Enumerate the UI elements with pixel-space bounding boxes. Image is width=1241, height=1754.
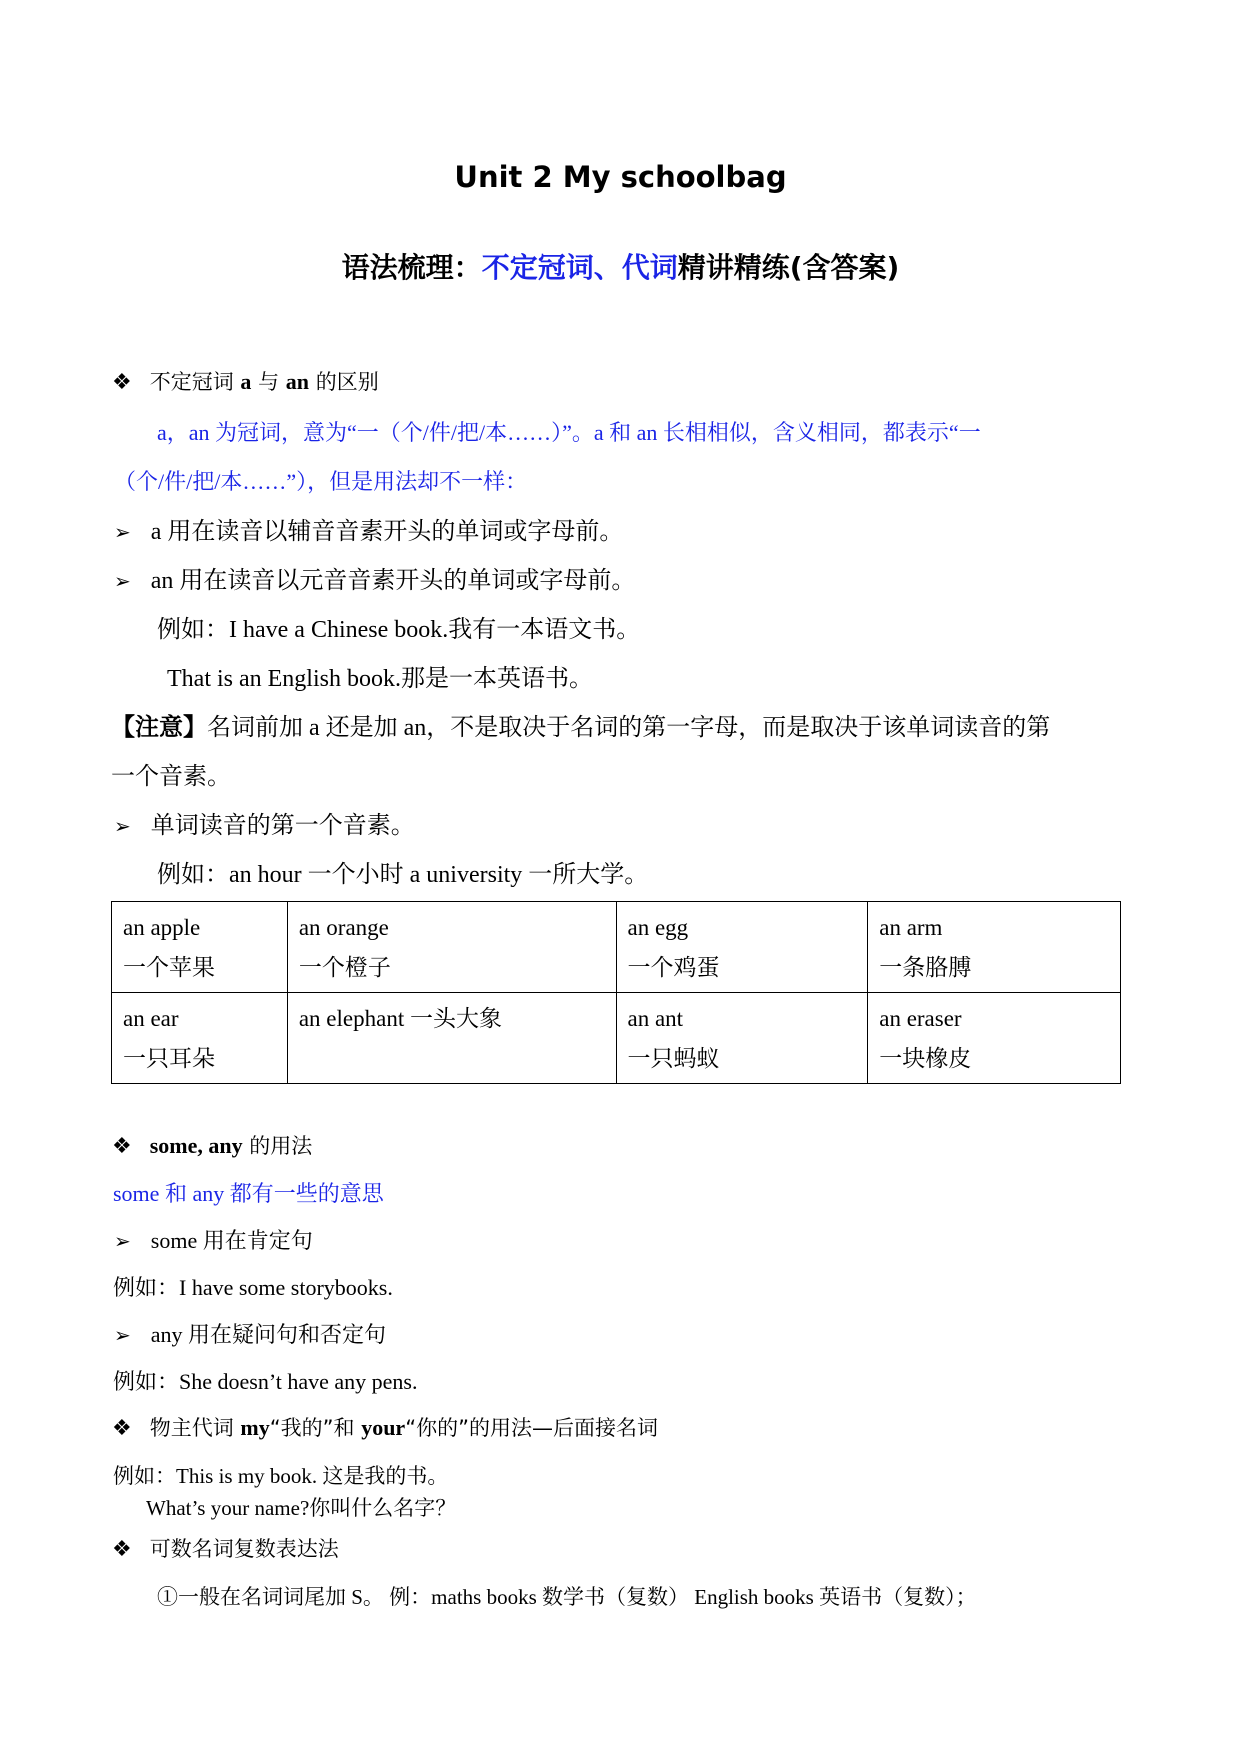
section1-heading-a: 不定冠词 [149, 370, 241, 394]
table-cell: an arm 一条胳膊 [868, 902, 1121, 993]
arrow-bullet-icon: ➢ [114, 569, 131, 593]
plural-rule-1: ①一般在名词词尾加 S。 例：maths books 数学书（复数） English books 英语书（复数）； [157, 1585, 977, 1609]
example-chinese-book: 例如：I have a Chinese book.我有一本语文书。 [157, 617, 641, 643]
example-hour-university: 例如：an hour 一个小时 a university 一所大学。 [157, 862, 649, 888]
subtitle-suffix: 精讲精练(含答案) [677, 251, 900, 284]
table-cell: an apple 一个苹果 [112, 902, 288, 993]
table-cell: an elephant 一头大象 [287, 993, 616, 1084]
note-line2: 一个音素。 [111, 764, 231, 790]
section3-heading-b: my [240, 1415, 270, 1440]
section1-intro-line1: a，an 为冠词，意为“一（个/件/把/本……）”。a 和 an 长相相似，含义相同，都表示“一 [157, 420, 981, 445]
section3-heading [112, 1412, 658, 1442]
section2-heading-a: some, any [149, 1133, 243, 1158]
arrow-bullet-icon: ➢ [114, 520, 131, 544]
subtitle-highlight: 不定冠词、代词 [481, 251, 678, 284]
section1-heading-d: an [285, 369, 310, 394]
section4-heading [112, 1533, 339, 1563]
note-text: 名词前加 a 还是加 an，不是取决于名词的第一字母，而是取决于该单词读音的第 [207, 715, 1051, 741]
section1-intro-line2: （个/件/把/本……”），但是用法却不一样： [114, 469, 528, 494]
note-line1 [111, 707, 1050, 742]
page-title: Unit 2 My schoolbag [454, 160, 787, 194]
rule-first-phoneme [114, 805, 415, 840]
section1-heading [112, 366, 379, 396]
rule-some-text: some 用在肯定句 [150, 1228, 313, 1253]
section1-heading-b: a [240, 369, 252, 394]
arrow-bullet-icon: ➢ [114, 1323, 131, 1347]
diamond-bullet-icon: ❖ [112, 1537, 132, 1562]
example-any: 例如：She doesn’t have any pens. [113, 1369, 418, 1394]
diamond-bullet-icon: ❖ [112, 1416, 132, 1441]
arrow-bullet-icon: ➢ [114, 814, 131, 838]
table-cell: an ear 一只耳朵 [112, 993, 288, 1084]
rule-first-phoneme-text: 单词读音的第一个音素。 [150, 813, 415, 839]
example-english-book: That is an English book.那是一本英语书。 [167, 666, 593, 692]
diamond-bullet-icon: ❖ [112, 370, 132, 395]
section1-heading-c: 与 [251, 370, 286, 394]
section3-heading-c: “我的”和 [269, 1416, 362, 1440]
page-subtitle [0, 246, 1241, 286]
example-some: 例如：I have some storybooks. [113, 1275, 393, 1300]
rule-any-text: any 用在疑问句和否定句 [150, 1322, 387, 1347]
section3-heading-d: your [361, 1415, 406, 1440]
note-label: 【注意】 [111, 715, 207, 741]
diamond-bullet-icon: ❖ [112, 1134, 132, 1159]
example-your-name: What’s your name?你叫什么名字？ [146, 1496, 457, 1520]
subtitle-prefix: 语法梳理： [341, 251, 482, 284]
table-cell: an ant 一只蚂蚁 [616, 993, 868, 1084]
table-cell: an egg 一个鸡蛋 [616, 902, 868, 993]
rule-a-text: a 用在读音以辅音音素开头的单词或字母前。 [150, 519, 624, 545]
arrow-bullet-icon: ➢ [114, 1229, 131, 1253]
table-row [112, 993, 1121, 1084]
rule-any [114, 1318, 386, 1349]
section2-heading-b: 的用法 [242, 1134, 313, 1158]
rule-some [114, 1224, 313, 1255]
section3-heading-e: “你的”的用法—后面接名词 [405, 1416, 658, 1440]
rule-an-text: an 用在读音以元音音素开头的单词或字母前。 [150, 568, 636, 594]
example-my-book: 例如：This is my book. 这是我的书。 [113, 1464, 449, 1488]
section3-heading-a: 物主代词 [149, 1416, 241, 1440]
vocab-table [111, 901, 1121, 1084]
section4-heading-text: 可数名词复数表达法 [149, 1537, 339, 1561]
table-cell: an eraser 一块橡皮 [868, 993, 1121, 1084]
rule-an [114, 560, 635, 595]
section2-heading [112, 1130, 312, 1160]
rule-a [114, 511, 623, 546]
section1-heading-e: 的区别 [309, 370, 379, 394]
table-row [112, 902, 1121, 993]
section2-intro: some 和 any 都有一些的意思 [113, 1181, 384, 1206]
table-cell: an orange 一个橙子 [287, 902, 616, 993]
